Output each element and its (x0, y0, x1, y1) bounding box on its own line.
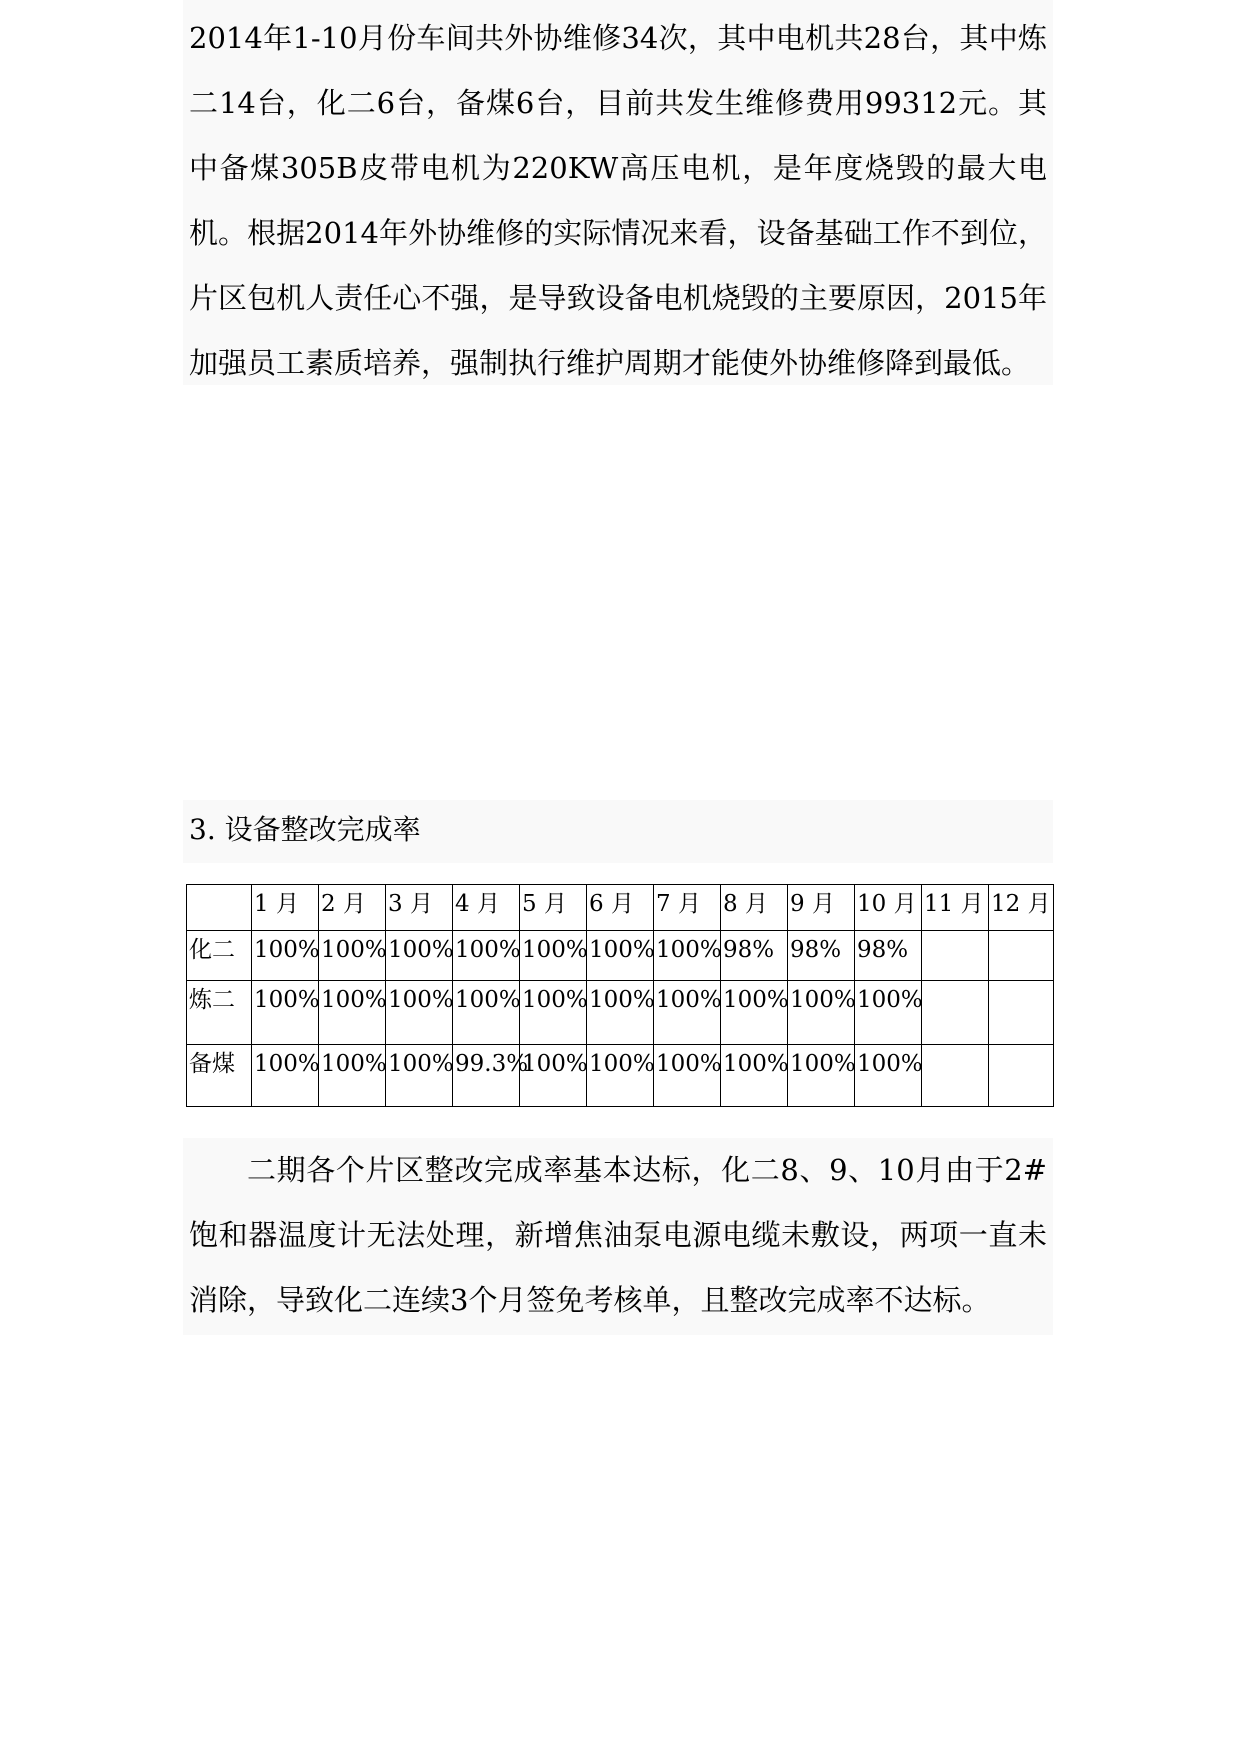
table-cell (989, 981, 1054, 1045)
table-cell (922, 1045, 989, 1107)
table-cell: 100% (319, 1045, 386, 1107)
table-header-row (187, 885, 1054, 931)
table-row-lianer (187, 981, 1054, 1045)
table-header-cell: 8 月 (721, 885, 788, 931)
table-row-beimei (187, 1045, 1054, 1107)
table-cell: 100% (721, 1045, 788, 1107)
table-cell: 100% (386, 931, 453, 981)
table-cell: 100% (252, 1045, 319, 1107)
table-cell: 100% (855, 981, 922, 1045)
table-cell: 100% (654, 1045, 721, 1107)
table-cell: 100% (587, 1045, 654, 1107)
table-row-huaer (187, 931, 1054, 981)
table-header-cell: 6 月 (587, 885, 654, 931)
table-cell: 100% (252, 931, 319, 981)
table-header-cell: 10 月 (855, 885, 922, 931)
table-cell: 100% (319, 931, 386, 981)
table-cell: 备煤 (187, 1045, 252, 1107)
table-header-cell: 4 月 (453, 885, 520, 931)
table-cell: 98% (855, 931, 922, 981)
table-cell: 100% (252, 981, 319, 1045)
table-cell: 100% (587, 931, 654, 981)
table-header-cell: 3 月 (386, 885, 453, 931)
table-cell: 100% (855, 1045, 922, 1107)
table-cell: 化二 (187, 931, 252, 981)
section-heading-block (183, 800, 1053, 863)
table-cell (922, 981, 989, 1045)
table-cell: 99.3% (453, 1045, 520, 1107)
table-cell (989, 931, 1054, 981)
table-cell: 炼二 (187, 981, 252, 1045)
table-cell: 100% (587, 981, 654, 1045)
paragraph-1-text: 2014年1-10月份车间共外协维修34次，其中电机共28台，其中炼二14台，化二6台，备煤6台，目前共发生维修费用99312元。其中备煤305B皮带电机为220KW高压电机，是年度烧毁的最大电机。根据2014年外协维修的实际情况来看，设备基础工作不到位，片区包机人责任心不强，是导致设备电机烧毁的主要原因，2015年加强员工素质培养，强制执行维护周期才能使外协维修降到最低。 (189, 21, 1047, 380)
table-cell: 100% (386, 981, 453, 1045)
rectification-rate-table (186, 884, 1054, 1107)
paragraph-2-text: 二期各个片区整改完成率基本达标，化二8、9、10月由于2#饱和器温度计无法处理，新增焦油泵电源电缆未敷设，两项一直未消除，导致化二连续3个月签免考核单，且整改完成率不达标。 (189, 1153, 1047, 1317)
table-cell: 98% (721, 931, 788, 981)
table-cell: 100% (520, 1045, 587, 1107)
table-cell: 98% (788, 931, 855, 981)
table-header-cell (187, 885, 252, 931)
table-cell: 100% (319, 981, 386, 1045)
table-cell: 100% (453, 981, 520, 1045)
table-cell (989, 1045, 1054, 1107)
section-heading: 3. 设备整改完成率 (189, 813, 421, 846)
table-cell: 100% (520, 931, 587, 981)
table-cell: 100% (453, 931, 520, 981)
paragraph-maintenance-summary (183, 0, 1053, 385)
table-header-cell: 5 月 (520, 885, 587, 931)
table-cell: 100% (654, 931, 721, 981)
table-cell: 100% (721, 981, 788, 1045)
table-header-cell: 2 月 (319, 885, 386, 931)
table-header-cell: 1 月 (252, 885, 319, 931)
table-cell: 100% (788, 981, 855, 1045)
table-cell: 100% (520, 981, 587, 1045)
table-cell: 100% (386, 1045, 453, 1107)
table-cell: 100% (788, 1045, 855, 1107)
table-header-cell: 12 月 (989, 885, 1054, 931)
table-header-cell: 7 月 (654, 885, 721, 931)
table-header-cell: 11 月 (922, 885, 989, 931)
paragraph-rectification-analysis (183, 1138, 1053, 1335)
table-header-cell: 9 月 (788, 885, 855, 931)
table-cell (922, 931, 989, 981)
table-cell: 100% (654, 981, 721, 1045)
